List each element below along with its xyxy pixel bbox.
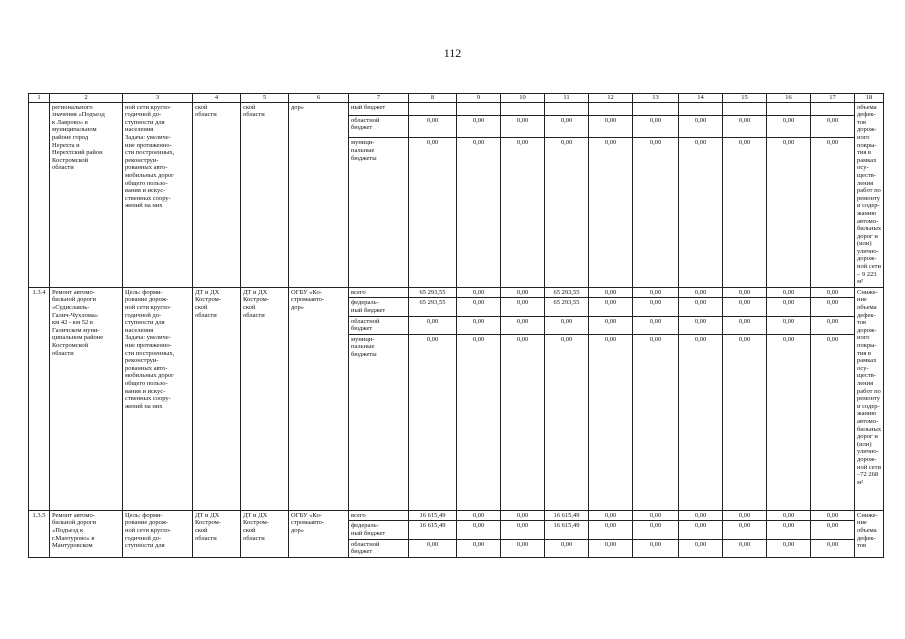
goal-task: Цель: форми- рование дорож- ной сети кругло- годичной до- ступности для населения Задача: увеличе- ние протяженно- сти построенных, реконструи- рованных авто- мобильных дорог общего пользо- вания и искус- ственных соору- жений на них [123, 287, 193, 510]
amount-cell: 0,00 [501, 298, 545, 316]
amount-cell: 0,00 [409, 334, 457, 510]
amount-cell: 0,00 [767, 521, 811, 539]
table-row [29, 102, 884, 115]
column-number-header: 11 [545, 94, 589, 103]
amount-cell: 16 615,49 [545, 521, 589, 539]
column-number-header: 7 [349, 94, 409, 103]
amount-cell: 0,00 [679, 510, 723, 521]
amount-cell: 0,00 [633, 287, 679, 298]
column-number-header: 6 [289, 94, 349, 103]
amount-cell: 0,00 [767, 510, 811, 521]
amount-cell: 0,00 [589, 334, 633, 510]
customer: ДТ и ДХ Костром- ской области [241, 287, 289, 510]
object-name: Ремонт автомо- бильной дороги «Подъезд к г.Мантурово» в Мантуровском [50, 510, 123, 557]
executor: ОГБУ «Ко- стромаавто- дор» [289, 287, 349, 510]
object-name: регионального значения «Подъезд к Лаврово» в муниципальном районе город Нерехта и Нерехтский район Костромской области [50, 102, 123, 287]
amount-cell: 0,00 [501, 539, 545, 557]
amount-cell [811, 102, 855, 115]
executor: ОГБУ «Ко- стромаавто- дор» [289, 510, 349, 557]
amount-cell [767, 102, 811, 115]
amount-cell: 0,00 [633, 115, 679, 138]
amount-cell: 0,00 [545, 316, 589, 334]
expected-result: Сниже- ние объема дефек- тов [855, 510, 884, 557]
amount-cell: 0,00 [723, 539, 767, 557]
amount-cell: 0,00 [811, 138, 855, 287]
coordinator: ДТ и ДХ Костром- ской области [193, 287, 241, 510]
amount-cell [457, 102, 501, 115]
amount-cell: 0,00 [723, 521, 767, 539]
amount-cell [545, 102, 589, 115]
column-number-header: 9 [457, 94, 501, 103]
coordinator: ДТ и ДХ Костром- ской области [193, 510, 241, 557]
amount-cell: 0,00 [811, 539, 855, 557]
amount-cell: 0,00 [679, 521, 723, 539]
amount-cell: 0,00 [633, 510, 679, 521]
amount-cell: 0,00 [679, 539, 723, 557]
amount-cell: 0,00 [767, 334, 811, 510]
amount-cell: 0,00 [679, 115, 723, 138]
amount-cell: 0,00 [457, 298, 501, 316]
amount-cell [679, 102, 723, 115]
column-number-header: 13 [633, 94, 679, 103]
amount-cell: 0,00 [723, 316, 767, 334]
amount-cell: 0,00 [811, 521, 855, 539]
amount-cell: 0,00 [589, 521, 633, 539]
amount-cell [723, 102, 767, 115]
amount-cell: 0,00 [545, 115, 589, 138]
amount-cell: 0,00 [409, 539, 457, 557]
amount-cell: 0,00 [457, 539, 501, 557]
amount-cell: 0,00 [457, 521, 501, 539]
amount-cell: 0,00 [589, 115, 633, 138]
amount-cell: 0,00 [501, 521, 545, 539]
amount-cell: 0,00 [545, 539, 589, 557]
amount-cell: 0,00 [589, 539, 633, 557]
amount-cell: 0,00 [811, 334, 855, 510]
customer: ДТ и ДХ Костром- ской области [241, 510, 289, 557]
amount-cell: 0,00 [633, 521, 679, 539]
column-number-header: 10 [501, 94, 545, 103]
column-number-header: 14 [679, 94, 723, 103]
amount-cell: 0,00 [767, 115, 811, 138]
column-number-header: 3 [123, 94, 193, 103]
amount-cell: 0,00 [679, 334, 723, 510]
goal-task: Цель: форми- рование дорож- ной сети кругло- годичной до- ступности для [123, 510, 193, 557]
amount-cell: 0,00 [589, 298, 633, 316]
amount-cell: 0,00 [767, 298, 811, 316]
page-number: 112 [443, 46, 462, 60]
amount-cell: 0,00 [589, 287, 633, 298]
column-number-header: 1 [29, 94, 50, 103]
amount-cell: 0,00 [723, 287, 767, 298]
amount-cell: 0,00 [633, 298, 679, 316]
amount-cell: 0,00 [767, 316, 811, 334]
amount-cell [409, 102, 457, 115]
amount-cell: 0,00 [811, 115, 855, 138]
amount-cell: 65 293,55 [545, 287, 589, 298]
amount-cell: 0,00 [409, 115, 457, 138]
column-number-header: 4 [193, 94, 241, 103]
expected-result: Сниже- ние объема дефек- тов дорож- ного покры- тия в рамках осу- ществ- ления работ по ремонту и содер- жанию автомо- бильных дорог и (или) улично- дорож- ной сети –72 268 м² [855, 287, 884, 510]
amount-cell [501, 102, 545, 115]
amount-cell: 65 293,55 [545, 298, 589, 316]
amount-cell: 16 615,49 [409, 521, 457, 539]
amount-cell: 0,00 [811, 298, 855, 316]
amount-cell: 0,00 [633, 539, 679, 557]
budget-source: всего [349, 287, 409, 298]
amount-cell: 16 615,49 [545, 510, 589, 521]
amount-cell [589, 102, 633, 115]
column-number-header: 8 [409, 94, 457, 103]
amount-cell: 0,00 [457, 316, 501, 334]
amount-cell: 0,00 [409, 138, 457, 287]
amount-cell: 0,00 [679, 287, 723, 298]
amount-cell: 0,00 [589, 510, 633, 521]
amount-cell [633, 102, 679, 115]
amount-cell: 0,00 [679, 316, 723, 334]
goal-task: ной сети кругло- годичной до- ступности для населения Задача: увеличе- ние протяженно- сти построенных, реконструи- рованных авто- мобильных дорог общего пользо- вания и искус- ственных соору- жений на них [123, 102, 193, 287]
amount-cell: 0,00 [457, 115, 501, 138]
program-table [28, 93, 884, 558]
budget-source: областной бюджет [349, 115, 409, 138]
amount-cell: 0,00 [501, 287, 545, 298]
expected-result: объема дефек- тов дорож- ного покры- тия в рамках осу- ществ- ления работ по ремонту и содер- жанию автомо- бильных дорог и (или) улично- дорож- ной сети – 9 223 м² [855, 102, 884, 287]
amount-cell: 0,00 [811, 510, 855, 521]
amount-cell: 0,00 [501, 334, 545, 510]
column-number-header: 12 [589, 94, 633, 103]
row-number [29, 102, 50, 287]
table-row [29, 287, 884, 298]
amount-cell: 16 615,49 [409, 510, 457, 521]
amount-cell: 0,00 [409, 316, 457, 334]
amount-cell: 0,00 [545, 334, 589, 510]
amount-cell: 0,00 [723, 138, 767, 287]
budget-source: муници- пальные бюджеты [349, 334, 409, 510]
table-body [29, 94, 884, 558]
amount-cell: 0,00 [811, 287, 855, 298]
budget-source: ный бюджет [349, 102, 409, 115]
amount-cell: 0,00 [767, 138, 811, 287]
table-row [29, 510, 884, 521]
amount-cell: 0,00 [501, 115, 545, 138]
customer: ской области [241, 102, 289, 287]
amount-cell: 65 293,55 [409, 298, 457, 316]
budget-source: федераль- ный бюджет [349, 521, 409, 539]
amount-cell: 0,00 [633, 138, 679, 287]
amount-cell: 0,00 [679, 298, 723, 316]
budget-source: федераль- ный бюджет [349, 298, 409, 316]
amount-cell: 0,00 [723, 115, 767, 138]
amount-cell: 0,00 [589, 138, 633, 287]
amount-cell: 0,00 [545, 138, 589, 287]
amount-cell: 0,00 [589, 316, 633, 334]
column-number-header: 15 [723, 94, 767, 103]
column-number-header: 2 [50, 94, 123, 103]
amount-cell: 0,00 [501, 316, 545, 334]
column-number-header: 16 [767, 94, 811, 103]
amount-cell: 0,00 [723, 334, 767, 510]
amount-cell: 0,00 [723, 298, 767, 316]
amount-cell: 65 293,55 [409, 287, 457, 298]
amount-cell: 0,00 [501, 138, 545, 287]
amount-cell: 0,00 [633, 334, 679, 510]
amount-cell: 0,00 [811, 316, 855, 334]
amount-cell: 0,00 [457, 510, 501, 521]
executor: дор» [289, 102, 349, 287]
amount-cell: 0,00 [457, 138, 501, 287]
column-number-header: 18 [855, 94, 884, 103]
budget-source: областной бюджет [349, 316, 409, 334]
amount-cell: 0,00 [679, 138, 723, 287]
object-name: Ремонт автомо- бильной дороги «Судиславль- Галич-Чухлома» км 42 - км 52 в Галичском муни- ципальном районе Костромской области [50, 287, 123, 510]
budget-source: областной бюджет [349, 539, 409, 557]
amount-cell: 0,00 [457, 287, 501, 298]
column-number-row [29, 94, 884, 103]
amount-cell: 0,00 [767, 539, 811, 557]
row-number: 1.3.5 [29, 510, 50, 557]
coordinator: ской области [193, 102, 241, 287]
column-number-header: 17 [811, 94, 855, 103]
budget-source: муници- пальные бюджеты [349, 138, 409, 287]
amount-cell: 0,00 [633, 316, 679, 334]
amount-cell: 0,00 [501, 510, 545, 521]
amount-cell: 0,00 [457, 334, 501, 510]
row-number: 1.3.4 [29, 287, 50, 510]
budget-source: всего [349, 510, 409, 521]
column-number-header: 5 [241, 94, 289, 103]
amount-cell: 0,00 [723, 510, 767, 521]
amount-cell: 0,00 [767, 287, 811, 298]
